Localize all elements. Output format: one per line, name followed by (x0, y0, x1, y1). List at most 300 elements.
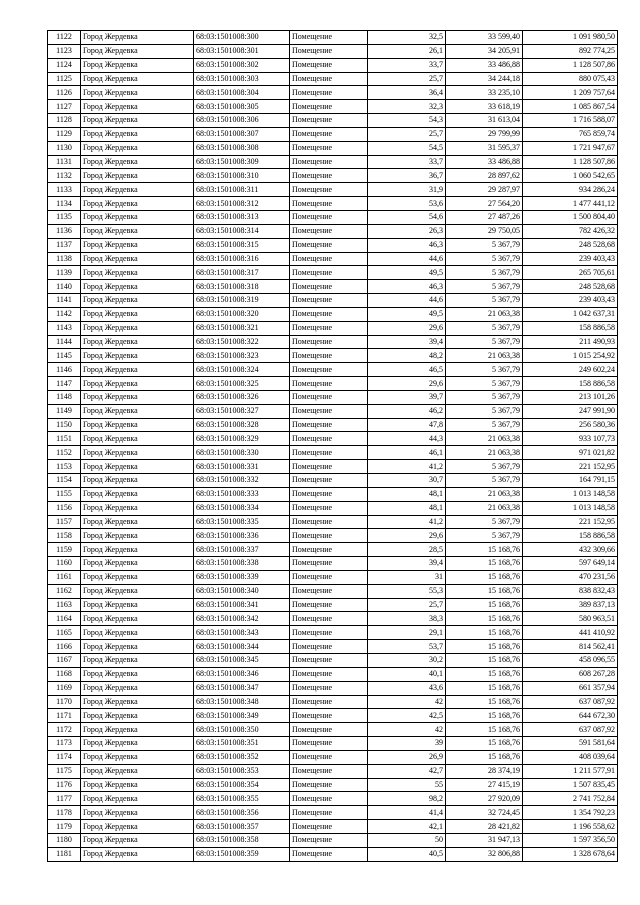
cadastral-value-cell: 458 096,55 (523, 653, 618, 667)
cadastral-number-cell: 68:03:1501008:306 (194, 114, 290, 128)
specific-value-cell: 5 367,79 (446, 529, 523, 543)
cadastral-value-cell: 256 580,36 (523, 418, 618, 432)
cadastral-value-cell: 782 426,32 (523, 224, 618, 238)
settlement-name-cell: Город Жердевка (81, 543, 194, 557)
area-cell: 48,2 (368, 349, 446, 363)
settlement-name-cell: Город Жердевка (81, 695, 194, 709)
settlement-name-cell: Город Жердевка (81, 723, 194, 737)
object-type-cell: Помещение (290, 266, 368, 280)
cadastral-value-cell: 249 602,24 (523, 363, 618, 377)
row-number-cell: 1136 (48, 224, 81, 238)
area-cell: 55 (368, 778, 446, 792)
settlement-name-cell: Город Жердевка (81, 321, 194, 335)
cadastral-value-cell: 432 309,66 (523, 543, 618, 557)
row-number-cell: 1126 (48, 86, 81, 100)
table-row (48, 446, 618, 460)
cadastral-number-cell: 68:03:1501008:340 (194, 584, 290, 598)
row-number-cell: 1155 (48, 487, 81, 501)
area-cell: 46,1 (368, 446, 446, 460)
cadastral-value-cell: 1 015 254,92 (523, 349, 618, 363)
specific-value-cell: 5 367,79 (446, 238, 523, 252)
row-number-cell: 1134 (48, 197, 81, 211)
cadastral-value-cell: 1 209 757,64 (523, 86, 618, 100)
table-row (48, 764, 618, 778)
row-number-cell: 1172 (48, 723, 81, 737)
cadastral-value-cell: 1 013 148,58 (523, 501, 618, 515)
row-number-cell: 1146 (48, 363, 81, 377)
cadastral-number-cell: 68:03:1501008:303 (194, 72, 290, 86)
table-row (48, 487, 618, 501)
cadastral-value-cell: 158 886,58 (523, 321, 618, 335)
specific-value-cell: 15 168,76 (446, 598, 523, 612)
object-type-cell: Помещение (290, 307, 368, 321)
table-row (48, 667, 618, 681)
area-cell: 41,2 (368, 460, 446, 474)
object-type-cell: Помещение (290, 418, 368, 432)
area-cell: 26,1 (368, 44, 446, 58)
row-number-cell: 1173 (48, 737, 81, 751)
specific-value-cell: 33 235,10 (446, 86, 523, 100)
object-type-cell: Помещение (290, 584, 368, 598)
object-type-cell: Помещение (290, 695, 368, 709)
specific-value-cell: 15 168,76 (446, 667, 523, 681)
area-cell: 29,6 (368, 529, 446, 543)
area-cell: 33,7 (368, 58, 446, 72)
cadastral-value-cell: 164 791,15 (523, 474, 618, 488)
cadastral-number-cell: 68:03:1501008:349 (194, 709, 290, 723)
specific-value-cell: 5 367,79 (446, 377, 523, 391)
settlement-name-cell: Город Жердевка (81, 197, 194, 211)
row-number-cell: 1158 (48, 529, 81, 543)
settlement-name-cell: Город Жердевка (81, 529, 194, 543)
row-number-cell: 1143 (48, 321, 81, 335)
settlement-name-cell: Город Жердевка (81, 487, 194, 501)
cadastral-number-cell: 68:03:1501008:341 (194, 598, 290, 612)
table-row (48, 557, 618, 571)
cadastral-value-cell: 1 328 678,64 (523, 847, 618, 861)
cadastral-value-cell: 239 403,43 (523, 252, 618, 266)
area-cell: 42,5 (368, 709, 446, 723)
cadastral-number-cell: 68:03:1501008:314 (194, 224, 290, 238)
object-type-cell: Помещение (290, 183, 368, 197)
area-cell: 50 (368, 833, 446, 847)
specific-value-cell: 32 724,45 (446, 806, 523, 820)
area-cell: 30,2 (368, 653, 446, 667)
specific-value-cell: 34 244,18 (446, 72, 523, 86)
cadastral-value-cell: 934 286,24 (523, 183, 618, 197)
area-cell: 32,5 (368, 31, 446, 45)
cadastral-number-cell: 68:03:1501008:339 (194, 570, 290, 584)
cadastral-value-cell: 892 774,25 (523, 44, 618, 58)
settlement-name-cell: Город Жердевка (81, 266, 194, 280)
area-cell: 25,7 (368, 127, 446, 141)
object-type-cell: Помещение (290, 100, 368, 114)
cadastral-number-cell: 68:03:1501008:309 (194, 155, 290, 169)
cadastral-number-cell: 68:03:1501008:301 (194, 44, 290, 58)
cadastral-number-cell: 68:03:1501008:333 (194, 487, 290, 501)
area-cell: 29,6 (368, 377, 446, 391)
specific-value-cell: 21 063,38 (446, 307, 523, 321)
object-type-cell: Помещение (290, 806, 368, 820)
area-cell: 49,5 (368, 307, 446, 321)
cadastral-value-cell: 265 705,61 (523, 266, 618, 280)
row-number-cell: 1140 (48, 280, 81, 294)
table-row (48, 31, 618, 45)
specific-value-cell: 27 920,09 (446, 792, 523, 806)
cadastral-number-cell: 68:03:1501008:356 (194, 806, 290, 820)
settlement-name-cell: Город Жердевка (81, 307, 194, 321)
cadastral-number-cell: 68:03:1501008:310 (194, 169, 290, 183)
specific-value-cell: 5 367,79 (446, 321, 523, 335)
table-row (48, 155, 618, 169)
area-cell: 42,1 (368, 820, 446, 834)
object-type-cell: Помещение (290, 86, 368, 100)
cadastral-number-cell: 68:03:1501008:322 (194, 335, 290, 349)
object-type-cell: Помещение (290, 377, 368, 391)
area-cell: 28,5 (368, 543, 446, 557)
object-type-cell: Помещение (290, 529, 368, 543)
row-number-cell: 1166 (48, 640, 81, 654)
object-type-cell: Помещение (290, 792, 368, 806)
row-number-cell: 1164 (48, 612, 81, 626)
area-cell: 42,7 (368, 764, 446, 778)
cadastral-number-cell: 68:03:1501008:352 (194, 750, 290, 764)
area-cell: 36,4 (368, 86, 446, 100)
row-number-cell: 1177 (48, 792, 81, 806)
table-row (48, 515, 618, 529)
cadastral-value-cell: 248 528,68 (523, 280, 618, 294)
area-cell: 32,3 (368, 100, 446, 114)
cadastral-number-cell: 68:03:1501008:325 (194, 377, 290, 391)
specific-value-cell: 15 168,76 (446, 543, 523, 557)
cadastral-number-cell: 68:03:1501008:312 (194, 197, 290, 211)
object-type-cell: Помещение (290, 653, 368, 667)
specific-value-cell: 15 168,76 (446, 737, 523, 751)
cadastral-value-cell: 608 267,28 (523, 667, 618, 681)
cadastral-number-cell: 68:03:1501008:308 (194, 141, 290, 155)
cadastral-number-cell: 68:03:1501008:342 (194, 612, 290, 626)
cadastral-number-cell: 68:03:1501008:311 (194, 183, 290, 197)
table-row (48, 307, 618, 321)
table-row (48, 640, 618, 654)
table-row (48, 723, 618, 737)
table-row (48, 543, 618, 557)
cadastral-value-cell: 591 581,64 (523, 737, 618, 751)
table-row (48, 294, 618, 308)
row-number-cell: 1133 (48, 183, 81, 197)
specific-value-cell: 5 367,79 (446, 390, 523, 404)
row-number-cell: 1151 (48, 432, 81, 446)
row-number-cell: 1162 (48, 584, 81, 598)
settlement-name-cell: Город Жердевка (81, 390, 194, 404)
table-row (48, 432, 618, 446)
settlement-name-cell: Город Жердевка (81, 224, 194, 238)
object-type-cell: Помещение (290, 58, 368, 72)
cadastral-value-cell: 1 716 588,07 (523, 114, 618, 128)
area-cell: 46,3 (368, 238, 446, 252)
object-type-cell: Помещение (290, 820, 368, 834)
area-cell: 48,1 (368, 501, 446, 515)
table-row (48, 598, 618, 612)
specific-value-cell: 15 168,76 (446, 653, 523, 667)
cadastral-number-cell: 68:03:1501008:332 (194, 474, 290, 488)
settlement-name-cell: Город Жердевка (81, 612, 194, 626)
row-number-cell: 1171 (48, 709, 81, 723)
cadastral-number-cell: 68:03:1501008:307 (194, 127, 290, 141)
specific-value-cell: 15 168,76 (446, 695, 523, 709)
cadastral-value-cell: 1 500 804,40 (523, 210, 618, 224)
object-type-cell: Помещение (290, 640, 368, 654)
cadastral-value-cell: 644 672,30 (523, 709, 618, 723)
area-cell: 40,5 (368, 847, 446, 861)
object-type-cell: Помещение (290, 210, 368, 224)
table-row (48, 820, 618, 834)
cadastral-value-cell: 158 886,58 (523, 377, 618, 391)
specific-value-cell: 27 564,20 (446, 197, 523, 211)
cadastral-value-cell: 838 832,43 (523, 584, 618, 598)
settlement-name-cell: Город Жердевка (81, 418, 194, 432)
settlement-name-cell: Город Жердевка (81, 750, 194, 764)
specific-value-cell: 21 063,38 (446, 446, 523, 460)
object-type-cell: Помещение (290, 390, 368, 404)
cadastral-value-cell: 1 128 507,86 (523, 58, 618, 72)
table-row (48, 709, 618, 723)
cadastral-number-cell: 68:03:1501008:300 (194, 31, 290, 45)
area-cell: 43,6 (368, 681, 446, 695)
settlement-name-cell: Город Жердевка (81, 501, 194, 515)
specific-value-cell: 33 486,88 (446, 58, 523, 72)
cadastral-value-cell: 1 091 980,50 (523, 31, 618, 45)
cadastral-value-cell: 247 991,90 (523, 404, 618, 418)
cadastral-number-cell: 68:03:1501008:320 (194, 307, 290, 321)
specific-value-cell: 31 595,37 (446, 141, 523, 155)
cadastral-number-cell: 68:03:1501008:344 (194, 640, 290, 654)
row-number-cell: 1137 (48, 238, 81, 252)
object-type-cell: Помещение (290, 501, 368, 515)
table-row (48, 197, 618, 211)
settlement-name-cell: Город Жердевка (81, 806, 194, 820)
specific-value-cell: 15 168,76 (446, 681, 523, 695)
cadastral-value-cell: 158 886,58 (523, 529, 618, 543)
table-row (48, 390, 618, 404)
settlement-name-cell: Город Жердевка (81, 141, 194, 155)
row-number-cell: 1154 (48, 474, 81, 488)
cadastral-value-cell: 933 107,73 (523, 432, 618, 446)
object-type-cell: Помещение (290, 44, 368, 58)
table-row (48, 404, 618, 418)
cadastral-number-cell: 68:03:1501008:323 (194, 349, 290, 363)
table-row (48, 833, 618, 847)
settlement-name-cell: Город Жердевка (81, 404, 194, 418)
cadastral-value-cell: 221 152,95 (523, 515, 618, 529)
object-type-cell: Помещение (290, 31, 368, 45)
cadastral-number-cell: 68:03:1501008:319 (194, 294, 290, 308)
specific-value-cell: 5 367,79 (446, 460, 523, 474)
settlement-name-cell: Город Жердевка (81, 210, 194, 224)
cadastral-number-cell: 68:03:1501008:348 (194, 695, 290, 709)
object-type-cell: Помещение (290, 847, 368, 861)
cadastral-number-cell: 68:03:1501008:359 (194, 847, 290, 861)
cadastral-value-cell: 1 060 542,65 (523, 169, 618, 183)
specific-value-cell: 29 750,05 (446, 224, 523, 238)
cadastral-number-cell: 68:03:1501008:345 (194, 653, 290, 667)
object-type-cell: Помещение (290, 737, 368, 751)
table-row (48, 127, 618, 141)
cadastral-value-table (47, 30, 618, 862)
specific-value-cell: 15 168,76 (446, 612, 523, 626)
specific-value-cell: 15 168,76 (446, 640, 523, 654)
specific-value-cell: 5 367,79 (446, 363, 523, 377)
cadastral-value-cell: 470 231,56 (523, 570, 618, 584)
object-type-cell: Помещение (290, 446, 368, 460)
specific-value-cell: 21 063,38 (446, 432, 523, 446)
row-number-cell: 1165 (48, 626, 81, 640)
settlement-name-cell: Город Жердевка (81, 709, 194, 723)
row-number-cell: 1180 (48, 833, 81, 847)
table-row (48, 418, 618, 432)
table-row (48, 238, 618, 252)
row-number-cell: 1149 (48, 404, 81, 418)
table-row (48, 321, 618, 335)
table-row (48, 460, 618, 474)
object-type-cell: Помещение (290, 432, 368, 446)
specific-value-cell: 15 168,76 (446, 723, 523, 737)
row-number-cell: 1167 (48, 653, 81, 667)
area-cell: 54,5 (368, 141, 446, 155)
object-type-cell: Помещение (290, 321, 368, 335)
cadastral-value-cell: 814 562,41 (523, 640, 618, 654)
area-cell: 41,2 (368, 515, 446, 529)
cadastral-number-cell: 68:03:1501008:326 (194, 390, 290, 404)
cadastral-value-cell: 1 085 867,54 (523, 100, 618, 114)
table-row (48, 737, 618, 751)
specific-value-cell: 33 599,40 (446, 31, 523, 45)
cadastral-number-cell: 68:03:1501008:350 (194, 723, 290, 737)
row-number-cell: 1153 (48, 460, 81, 474)
area-cell: 25,7 (368, 598, 446, 612)
settlement-name-cell: Город Жердевка (81, 667, 194, 681)
specific-value-cell: 21 063,38 (446, 501, 523, 515)
specific-value-cell: 33 486,88 (446, 155, 523, 169)
specific-value-cell: 15 168,76 (446, 570, 523, 584)
area-cell: 53,7 (368, 640, 446, 654)
area-cell: 54,6 (368, 210, 446, 224)
table-row (48, 792, 618, 806)
row-number-cell: 1181 (48, 847, 81, 861)
cadastral-number-cell: 68:03:1501008:351 (194, 737, 290, 751)
table-row (48, 612, 618, 626)
table-row (48, 58, 618, 72)
object-type-cell: Помещение (290, 197, 368, 211)
area-cell: 30,7 (368, 474, 446, 488)
table-row (48, 86, 618, 100)
row-number-cell: 1138 (48, 252, 81, 266)
object-type-cell: Помещение (290, 543, 368, 557)
row-number-cell: 1122 (48, 31, 81, 45)
specific-value-cell: 21 063,38 (446, 487, 523, 501)
cadastral-value-cell: 1 013 148,58 (523, 487, 618, 501)
area-cell: 39,4 (368, 335, 446, 349)
area-cell: 39 (368, 737, 446, 751)
specific-value-cell: 15 168,76 (446, 584, 523, 598)
area-cell: 26,9 (368, 750, 446, 764)
specific-value-cell: 15 168,76 (446, 709, 523, 723)
area-cell: 33,7 (368, 155, 446, 169)
cadastral-number-cell: 68:03:1501008:347 (194, 681, 290, 695)
area-cell: 42 (368, 723, 446, 737)
row-number-cell: 1178 (48, 806, 81, 820)
row-number-cell: 1132 (48, 169, 81, 183)
settlement-name-cell: Город Жердевка (81, 584, 194, 598)
row-number-cell: 1170 (48, 695, 81, 709)
settlement-name-cell: Город Жердевка (81, 86, 194, 100)
row-number-cell: 1135 (48, 210, 81, 224)
object-type-cell: Помещение (290, 570, 368, 584)
specific-value-cell: 34 205,91 (446, 44, 523, 58)
cadastral-number-cell: 68:03:1501008:329 (194, 432, 290, 446)
cadastral-number-cell: 68:03:1501008:305 (194, 100, 290, 114)
cadastral-number-cell: 68:03:1501008:302 (194, 58, 290, 72)
settlement-name-cell: Город Жердевка (81, 335, 194, 349)
row-number-cell: 1147 (48, 377, 81, 391)
table-row (48, 806, 618, 820)
cadastral-value-cell: 1 597 356,50 (523, 833, 618, 847)
table-row (48, 377, 618, 391)
cadastral-value-cell: 1 477 441,12 (523, 197, 618, 211)
object-type-cell: Помещение (290, 778, 368, 792)
area-cell: 40,1 (368, 667, 446, 681)
cadastral-number-cell: 68:03:1501008:317 (194, 266, 290, 280)
settlement-name-cell: Город Жердевка (81, 58, 194, 72)
object-type-cell: Помещение (290, 709, 368, 723)
table-row (48, 266, 618, 280)
cadastral-number-cell: 68:03:1501008:358 (194, 833, 290, 847)
cadastral-number-cell: 68:03:1501008:304 (194, 86, 290, 100)
row-number-cell: 1145 (48, 349, 81, 363)
row-number-cell: 1157 (48, 515, 81, 529)
specific-value-cell: 29 799,99 (446, 127, 523, 141)
area-cell: 55,3 (368, 584, 446, 598)
settlement-name-cell: Город Жердевка (81, 432, 194, 446)
settlement-name-cell: Город Жердевка (81, 847, 194, 861)
object-type-cell: Помещение (290, 294, 368, 308)
cadastral-number-cell: 68:03:1501008:336 (194, 529, 290, 543)
object-type-cell: Помещение (290, 127, 368, 141)
area-cell: 44,6 (368, 294, 446, 308)
table-row (48, 778, 618, 792)
settlement-name-cell: Город Жердевка (81, 363, 194, 377)
specific-value-cell: 33 618,19 (446, 100, 523, 114)
cadastral-value-cell: 248 528,68 (523, 238, 618, 252)
area-cell: 48,1 (368, 487, 446, 501)
cadastral-number-cell: 68:03:1501008:315 (194, 238, 290, 252)
specific-value-cell: 5 367,79 (446, 280, 523, 294)
specific-value-cell: 27 415,19 (446, 778, 523, 792)
table-row (48, 363, 618, 377)
cadastral-value-cell: 441 410,92 (523, 626, 618, 640)
cadastral-value-cell: 1 128 507,86 (523, 155, 618, 169)
row-number-cell: 1144 (48, 335, 81, 349)
area-cell: 29,1 (368, 626, 446, 640)
cadastral-value-cell: 765 859,74 (523, 127, 618, 141)
settlement-name-cell: Город Жердевка (81, 127, 194, 141)
row-number-cell: 1141 (48, 294, 81, 308)
cadastral-value-cell: 637 087,92 (523, 695, 618, 709)
settlement-name-cell: Город Жердевка (81, 183, 194, 197)
table-row (48, 349, 618, 363)
table-row (48, 335, 618, 349)
object-type-cell: Помещение (290, 681, 368, 695)
